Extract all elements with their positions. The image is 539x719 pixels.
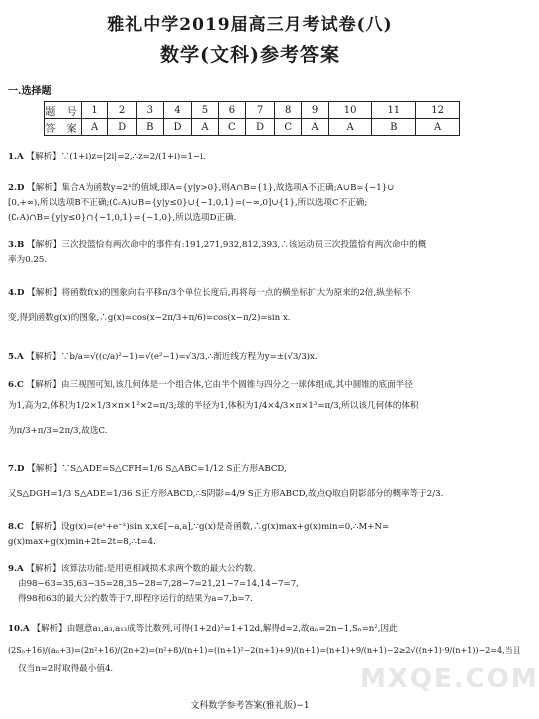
table-cell: 10 bbox=[328, 102, 372, 119]
item-text: 【解析】将函数f(x)的图象向右平移π/3个单位长度后,再将每一点的横坐标扩大为原来的2倍,纵坐标不 bbox=[27, 288, 411, 298]
answer-item-7 bbox=[8, 462, 494, 502]
answer-item-1 bbox=[8, 150, 494, 165]
answer-item-4 bbox=[8, 286, 494, 326]
row-label-answer: 答 案 bbox=[45, 119, 82, 136]
exam-header: 雅礼中学2019届高三月考试卷(八) bbox=[107, 15, 393, 35]
table-cell: A bbox=[416, 119, 460, 136]
table-cell: D bbox=[163, 119, 192, 136]
row-label-question: 题 号 bbox=[45, 102, 82, 119]
table-cell: C bbox=[274, 119, 302, 136]
item-line: (2Sₙ+16)/(aₙ+3)=(2n²+16)/(2n+2)=(n²+8)/(n+1)=((n+1)²−2(n+1)+9)/(n+1)=(n+1)+9/(n+1)−2≥2√((n+1)·9/(n+1))−2=4,当且 bbox=[8, 646, 521, 655]
table-cell: 2 bbox=[108, 102, 137, 119]
item-line bbox=[8, 378, 494, 393]
page-title: 数学(文科)参考答案 bbox=[160, 44, 340, 66]
item-line: 仅当n=2时取得最小值4. bbox=[18, 664, 114, 674]
item-number: 4.D bbox=[8, 288, 25, 298]
item-number: 1.A bbox=[8, 152, 24, 162]
item-line: (∁ᵣA)∩B={y|y≤0}∩{−1,0,1}={−1,0},所以选项D正确. bbox=[8, 213, 237, 223]
item-number: 2.D bbox=[8, 183, 25, 193]
answer-item-3 bbox=[8, 238, 494, 268]
item-line: 由98−63=35,63−35=28,35−28=7,28−7=21,21−7=14,14−7=7, bbox=[18, 579, 299, 589]
table-cell: 8 bbox=[274, 102, 302, 119]
page-footer: 文科数学参考答案(雅礼版)−1 bbox=[190, 701, 310, 711]
item-text: 【解析】三次投篮恰有两次命中的事件有:191,271,932,812,393,∴该运动员三次投篮恰有两次命中的概 bbox=[26, 240, 427, 250]
item-number: 8.C bbox=[8, 522, 24, 532]
table-cell: C bbox=[218, 119, 246, 136]
answer-item-6 bbox=[8, 378, 494, 439]
answer-item-8 bbox=[8, 520, 494, 550]
item-line bbox=[8, 562, 494, 577]
table-cell: 5 bbox=[192, 102, 218, 119]
table-cell: B bbox=[136, 119, 163, 136]
item-line bbox=[8, 462, 494, 477]
table-row-numbers bbox=[45, 102, 460, 119]
item-line bbox=[8, 520, 494, 535]
item-line: 变,得到函数g(x)的图象,∴g(x)=cos(x−2π/3+π/6)=cos(x−π/2)=sin x. bbox=[8, 313, 291, 323]
table-cell: A bbox=[192, 119, 218, 136]
item-line: 得98和63的最大公约数等于7,即程序运行的结果为a=7,b=7. bbox=[18, 594, 253, 604]
item-text: 【解析】∵S△ADE=S△CFH=1/6 S△ABC=1/12 S正方形ABCD, bbox=[27, 464, 287, 474]
item-number: 3.B bbox=[8, 240, 25, 250]
item-text: 【解析】该算法功能:是用更相减损术求两个数的最大公约数. bbox=[26, 564, 256, 574]
item-line: 为1,高为2,体积为1/2×1/3×π×1²×2=π/3;球的半径为1,体积为1/4×4/3×π×1³=π/3,所以该几何体的体积 bbox=[8, 401, 419, 411]
item-line bbox=[8, 286, 494, 301]
table-cell: 4 bbox=[163, 102, 192, 119]
table-cell: D bbox=[108, 119, 137, 136]
table-cell: 1 bbox=[82, 102, 108, 119]
item-number: 5.A bbox=[8, 352, 24, 362]
item-line: 又S△DGH=1/3 S△ADE=1/36 S正方形ABCD,∴S阴影=4/9 S正方形ABCD,故点Q取自阴影部分的概率等于2/3. bbox=[8, 489, 444, 499]
item-text: 【解析】∵b/a=√((c/a)²−1)=√(e²−1)=√3/3,∴渐近线方程为y=±(√3/3)x. bbox=[26, 352, 318, 362]
answer-item-2 bbox=[8, 181, 494, 226]
item-number: 7.D bbox=[8, 464, 25, 474]
item-line bbox=[8, 622, 494, 637]
watermark-logo: MXQE.COM bbox=[360, 664, 539, 694]
section-heading: 一.选择题 bbox=[8, 86, 52, 97]
item-text: 【解析】∵(1+i)z=|2i|=2,∴z=2/(1+i)=1−i. bbox=[26, 152, 206, 162]
table-cell: D bbox=[246, 119, 275, 136]
answer-item-5 bbox=[8, 350, 494, 365]
table-cell: 6 bbox=[218, 102, 246, 119]
item-line bbox=[8, 181, 494, 196]
item-text: 【解析】集合A为函数y=2ˣ的值域,即A={y|y>0},则A∩B={1},故选项A不正确;A∪B={−1}∪ bbox=[27, 183, 395, 193]
table-cell: 9 bbox=[302, 102, 328, 119]
table-cell: 11 bbox=[372, 102, 416, 119]
item-number: 6.C bbox=[8, 380, 24, 390]
item-text: 【解析】由三视图可知,该几何体是一个组合体,它由半个圆锥与四分之一球体组成,其中圆锥的底面半径 bbox=[26, 380, 413, 390]
item-line: g(x)max+g(x)min+2t=2t=8,∴t=4. bbox=[8, 537, 156, 547]
table-cell: 3 bbox=[136, 102, 163, 119]
table-cell: B bbox=[372, 119, 416, 136]
table-cell: 12 bbox=[416, 102, 460, 119]
table-row-answers bbox=[45, 119, 460, 136]
item-line: 率为0.25. bbox=[8, 255, 48, 265]
table-cell: A bbox=[82, 119, 108, 136]
item-line: [0,+∞),所以选项B不正确;(∁ᵣA)∪B={y|y≤0}∪{−1,0,1}=(−∞,0]∪{1},所以选项C不正确; bbox=[8, 198, 368, 208]
item-line bbox=[8, 238, 494, 253]
item-line bbox=[8, 150, 494, 165]
item-text: 【解析】由题意a₁,a₃,a₁₃成等比数列,可得(1+2d)²=1+12d,解得d=2,故aₙ=2n−1,Sₙ=n²,因此 bbox=[32, 624, 398, 634]
item-line bbox=[8, 350, 494, 365]
item-number: 9.A bbox=[8, 564, 24, 574]
table-cell: A bbox=[302, 119, 328, 136]
item-line: 为π/3+π/3=2π/3,故选C. bbox=[8, 426, 108, 436]
answer-item-9 bbox=[8, 562, 494, 607]
item-number: 10.A bbox=[8, 624, 30, 634]
table-cell: 7 bbox=[246, 102, 275, 119]
table-cell: A bbox=[328, 119, 372, 136]
item-text: 【解析】设g(x)=(eˣ+e⁻ˣ)sin x,x∈[−a,a],∵g(x)是奇函数,∴g(x)max+g(x)min=0,∴M+N= bbox=[26, 522, 390, 532]
answer-table bbox=[44, 101, 460, 136]
